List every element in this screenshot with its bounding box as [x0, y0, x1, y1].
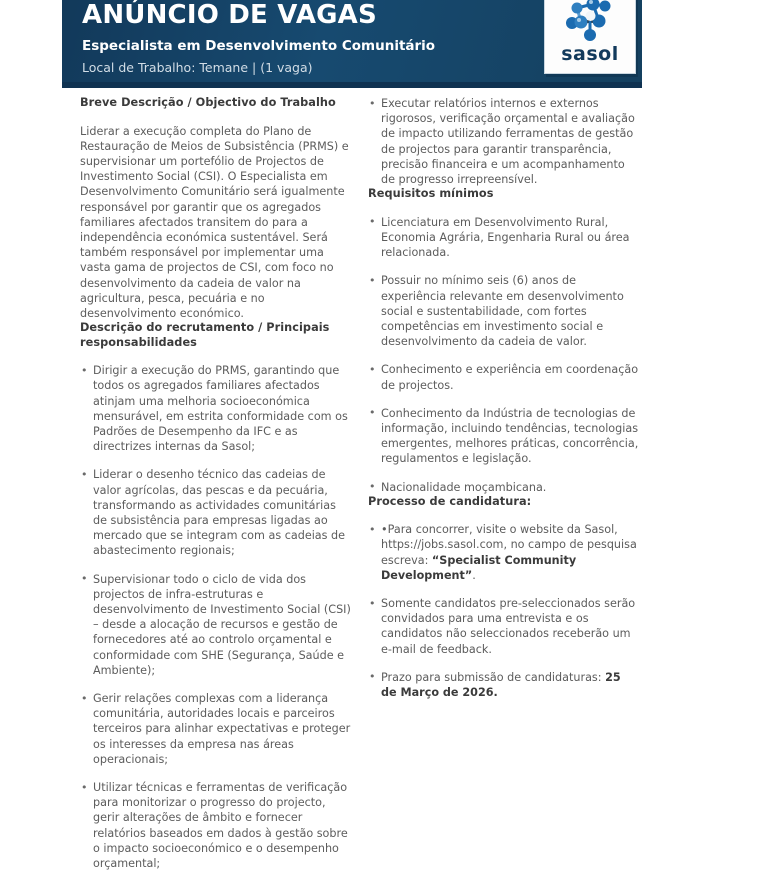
list-item: • Liderar o desenho técnico das cadeias de valor agrícolas, das pescas e da pecuária, transformando as actividades comunitárias de subsistência para empresas ligadas ao mercado que se integram com as cadeias de abastecimento regionais;: [80, 467, 352, 558]
responsibilities-heading: Descrição do recrutamento / Principais responsabilidades: [80, 321, 330, 349]
list-item: [368, 670, 640, 700]
application-text: Prazo para submissão de candidaturas:: [381, 670, 606, 684]
sasol-wordmark: sasol: [561, 43, 619, 65]
list-item: [368, 522, 640, 583]
application-text: Somente candidatos pre-seleccionados serão convidados para uma entrevista e os candidatos não seleccionados receberão um e-mail de feedback.: [381, 597, 636, 656]
requirements-list: [368, 215, 640, 495]
application-process-list: [368, 522, 640, 700]
molecule-icon: [559, 0, 621, 43]
application-text-tail: .: [472, 568, 476, 582]
header-text-block: [82, 0, 542, 76]
header-banner: [62, 0, 642, 88]
description-paragraph: Liderar a execução completa do Plano de Restauração de Meios de Subsistência (PRMS) e supervisionar um portefólio de Projectos de Investimento Social (CSI). O Especialista em Desenvolvimento Comunitário será igualmente responsável por garantir que os agregados familiares afectados transitem do para a independência económica sustentável. Será também responsável por implementar uma vasta gama de projectos de CSI, com foco no desenvolvimento da cadeia de valor na agricultura, pesca, pecuária e no desenvolvimento económico.: [80, 124, 349, 320]
list-item: • Utilizar técnicas e ferramentas de verificação para monitorizar o progresso do projecto, gerir alterações de âmbito e fornecer relatórios baseados em dados à gestão sobre o impacto socioeconómico e o desempenho orçamental;: [80, 780, 352, 871]
continued-responsibilities-list: [368, 96, 640, 187]
job-location-line: Local de Trabalho: Temane | (1 vaga): [82, 60, 313, 75]
sasol-logo: [544, 0, 636, 74]
list-item: • Nacionalidade moçambicana.: [368, 480, 640, 495]
left-column: [80, 96, 352, 871]
page-title: ANÚNCIO DE VAGAS: [82, 0, 377, 30]
list-item: • Licenciatura em Desenvolvimento Rural, Economia Agrária, Engenharia Rural ou área relacionada.: [368, 215, 640, 261]
list-item: • Executar relatórios internos e externos rigorosos, verificação orçamental e avaliação de impacto utilizando ferramentas de gestão de projectos para garantir transparência, precisão financeira e um acompanhamento de progresso irrepreensível.: [368, 96, 640, 187]
job-position-subtitle: Especialista em Desenvolvimento Comunitário: [82, 38, 436, 54]
application-text: •Para concorrer, visite o website da Sasol, https://jobs.sasol.com, no campo de pesquisa escreva:: [381, 523, 637, 567]
list-item: • Conhecimento e experiência em coordenação de projectos.: [368, 362, 640, 392]
list-item: • Possuir no mínimo seis (6) anos de experiência relevante em desenvolvimento social e sustentabilidade, com fortes competências em investimento social e desenvolvimento da cadeia de valor.: [368, 273, 640, 349]
application-process-heading: Processo de candidatura:: [368, 494, 532, 508]
list-item: • Supervisionar todo o ciclo de vida dos projectos de infra-estruturas e desenvolvimento de Investimento Social (CSI) – desde a alocação de recursos e gestão de fornecedores até ao controlo orçamental e conformidade com SHE (Segurança, Saúde e Ambiente);: [80, 572, 352, 678]
list-item: • Conhecimento da Indústria de tecnologias de informação, incluindo tendências, tecnologias emergentes, melhores práticas, concorrência, regulamentos e legislação.: [368, 406, 640, 467]
responsibilities-list: [80, 363, 352, 871]
right-column: [368, 96, 640, 700]
description-heading: Breve Descrição / Objectivo do Trabalho: [80, 96, 336, 109]
list-item: • Dirigir a execução do PRMS, garantindo que todos os agregados familiares afectados atinjam uma melhoria socioeconómica mensurável, em estrita conformidade com os Padrões de Desempenho da IFC e as directrizes internas da Sasol;: [80, 363, 352, 454]
requirements-heading: Requisitos mínimos: [368, 187, 494, 201]
list-item: [368, 596, 640, 657]
search-term-highlight: “Specialist Community Development”: [381, 553, 577, 582]
list-item: • Gerir relações complexas com a liderança comunitária, autoridades locais e parceiros terceiros para alinhar expectativas e proteger os interesses da empresa nas áreas operacionais;: [80, 691, 352, 767]
deadline-date: 25 de Março de 2026.: [381, 670, 621, 700]
